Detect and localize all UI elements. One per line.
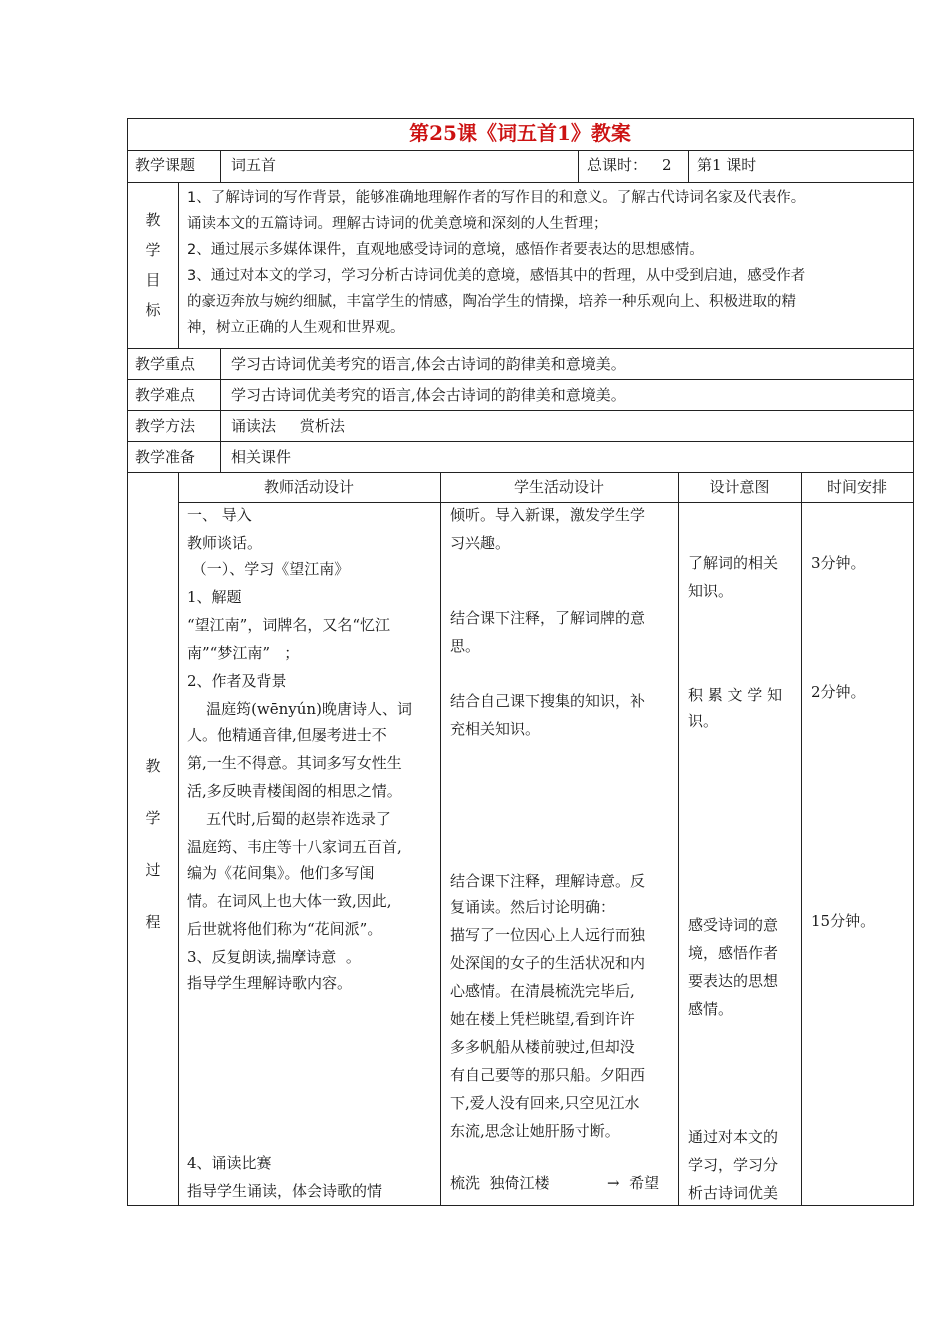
teacher-line: 第,一生不得意。其词多写女性生 <box>187 754 402 772</box>
goals-label: 教 学 目 标 <box>145 211 161 319</box>
total-hours-value: 2 <box>662 156 672 174</box>
key-point-value: 学习古诗词优美考究的语言,体会古诗词的韵律美和意境美。 <box>231 355 626 373</box>
time-line: 2分钟。 <box>811 683 866 701</box>
intent-line: 感情。 <box>688 1000 734 1018</box>
teacher-line: 后世就将他们称为“花间派”。 <box>187 920 383 938</box>
col-divider <box>801 472 802 1206</box>
row-divider <box>127 182 914 183</box>
intent-line: 通过对本文的 <box>688 1128 779 1146</box>
col-divider <box>440 472 441 1206</box>
preparation-label: 教学准备 <box>135 448 196 466</box>
row-divider <box>127 472 914 473</box>
intent-line: 积 累 文 学 知 <box>688 686 783 704</box>
header-student: 学生活动设计 <box>513 478 604 496</box>
goals-line: 2、通过展示多媒体课件，直观地感受诗词的意境，感悟作者要表达的思想感情。 <box>187 242 704 258</box>
row-divider <box>127 379 914 380</box>
teacher-line: “望江南”，词牌名，又名“忆江 <box>187 616 391 634</box>
table-border-bottom <box>127 1205 914 1206</box>
row-divider <box>127 348 914 349</box>
teacher-line: 温庭筠、韦庄等十八家词五百首, <box>187 838 402 856</box>
student-line: 充相关知识。 <box>450 720 541 738</box>
table-border-left <box>127 118 128 1206</box>
goals-line: 诵读本文的五篇诗词。理解古诗词的优美意境和深刻的人生哲理； <box>187 216 608 232</box>
student-line: 倾听。导入新课，激发学生学 <box>450 506 646 524</box>
col-divider <box>678 472 679 1206</box>
intent-line: 要表达的思想 <box>688 972 779 990</box>
col-divider <box>220 150 221 183</box>
intent-line: 知识。 <box>688 582 734 600</box>
difficulty-label: 教学难点 <box>135 386 196 404</box>
key-point-label: 教学重点 <box>135 355 196 373</box>
intent-line: 境，感悟作者 <box>688 944 779 962</box>
page-title: 第25课《词五首1》教案 <box>409 121 631 145</box>
teacher-line: 编为《花间集》。他们多写闺 <box>187 864 375 882</box>
intent-line: 感受诗词的意 <box>688 916 779 934</box>
topic-label: 教学课题 <box>135 156 196 174</box>
teacher-line: 人。他精通音律,但屡考进士不 <box>187 726 387 744</box>
goals-line: 的豪迈奔放与婉约细腻，丰富学生的情感，陶冶学生的情操，培养一种乐观向上、积极进取的精 <box>187 294 796 310</box>
intent-line: 析古诗词优美 <box>688 1184 779 1202</box>
teacher-line: 五代时,后蜀的赵崇祚选录了 <box>187 810 391 828</box>
col-divider <box>578 150 579 183</box>
row-divider <box>127 150 914 151</box>
student-line: 多多帆船从楼前驶过,但却没 <box>450 1038 635 1056</box>
teacher-line: 一、 导入 <box>187 506 252 524</box>
student-line: 思。 <box>450 637 481 655</box>
header-intent: 设计意图 <box>709 478 770 496</box>
header-teacher: 教师活动设计 <box>263 478 354 496</box>
student-line: 有自己要等的那只船。夕阳西 <box>450 1066 646 1084</box>
student-line: → 希望 <box>607 1174 660 1192</box>
difficulty-value: 学习古诗词优美考究的语言,体会古诗词的韵律美和意境美。 <box>231 386 626 404</box>
student-line: 处深闺的女子的生活状况和内 <box>450 954 646 972</box>
method-label: 教学方法 <box>135 417 196 435</box>
goals-line: 神，树立正确的人生观和世界观。 <box>187 320 405 336</box>
student-line: 描写了一位因心上人远行而独 <box>450 926 646 944</box>
student-line: 心感情。在清晨梳洗完毕后, <box>450 982 635 1000</box>
student-line: 结合课下注释，了解词牌的意 <box>450 609 646 627</box>
total-hours-label: 总课时： <box>587 156 648 174</box>
student-line: 习兴趣。 <box>450 534 511 552</box>
student-line: 复诵读。然后讨论明确： <box>450 898 616 916</box>
intent-line: 了解词的相关 <box>688 554 779 572</box>
student-line: 结合课下注释，理解诗意。反 <box>450 872 646 890</box>
goals-line: 3、通过对本文的学习，学习分析古诗词优美的意境，感悟其中的哲理，从中受到启迪，感受作者 <box>187 268 806 284</box>
col-divider <box>178 182 179 349</box>
table-border-right <box>913 118 914 1206</box>
time-line: 3分钟。 <box>811 554 866 572</box>
col-divider <box>688 150 689 183</box>
teacher-line: 南”“梦江南” ； <box>187 644 300 662</box>
row-divider <box>127 441 914 442</box>
teacher-line: 教师谈话。 <box>187 534 263 552</box>
student-line: 她在楼上凭栏眺望,看到许许 <box>450 1010 635 1028</box>
teacher-line: 2、作者及背景 <box>187 672 287 690</box>
teacher-line: 指导学生诵读，体会诗歌的情 <box>187 1182 383 1200</box>
student-line: 梳洗 独倚江楼 <box>450 1174 550 1192</box>
preparation-value: 相关课件 <box>231 448 292 466</box>
teacher-line: 指导学生理解诗歌内容。 <box>187 974 353 992</box>
time-line: 15分钟。 <box>811 912 876 930</box>
row-divider <box>127 410 914 411</box>
teacher-line: 情。在词风上也大体一致,因此, <box>187 892 392 910</box>
teacher-line: 3、反复朗读,揣摩诗意 。 <box>187 948 361 966</box>
teacher-line: 4、诵读比赛 <box>187 1154 272 1172</box>
topic-value: 词五首 <box>231 156 277 174</box>
method-value: 诵读法 赏析法 <box>231 417 345 435</box>
student-line: 结合自己课下搜集的知识，补 <box>450 692 646 710</box>
session-label: 第1 课时 <box>697 156 757 174</box>
teacher-line: 温庭筠(wēnyún)晚唐诗人、词 <box>187 700 412 718</box>
intent-line: 学习，学习分 <box>688 1156 779 1174</box>
teacher-line: 活,多反映青楼闺阁的相思之情。 <box>187 782 402 800</box>
student-line: 东流,思念让她肝肠寸断。 <box>450 1122 620 1140</box>
header-time: 时间安排 <box>826 478 887 496</box>
goals-line: 1、了解诗词的写作背景，能够准确地理解作者的写作目的和意义。了解古代诗词名家及代表作。 <box>187 190 806 206</box>
col-divider <box>220 348 221 473</box>
student-line: 下,爱人没有回来,只空见江水 <box>450 1094 640 1112</box>
col-divider <box>178 472 179 1206</box>
process-label: 教 学 过 程 <box>145 757 161 931</box>
teacher-line: 1、解题 <box>187 588 242 606</box>
teacher-line: （一）、学习《望江南》 <box>187 560 350 578</box>
intent-line: 识。 <box>688 712 719 730</box>
